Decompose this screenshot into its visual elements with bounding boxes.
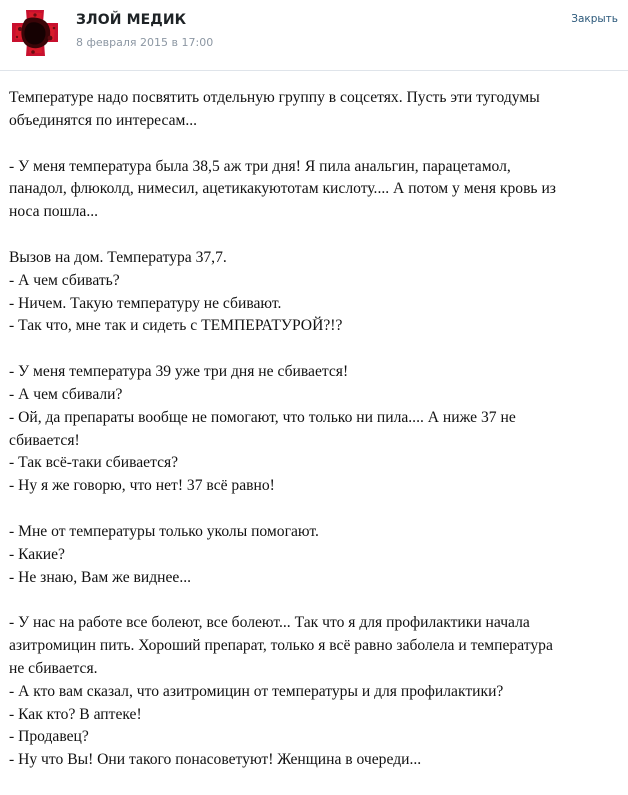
post-text-line: сбивается! [9,431,80,449]
post-text-line: - А чем сбивать? [9,271,120,289]
post-paragraph [9,612,621,772]
post-paragraph [9,361,621,498]
post-text-line: - А чем сбивали? [9,385,123,403]
post-paragraph [9,156,621,224]
post-text-line: носа пошла... [9,203,99,221]
post-text-line: - Ничем. Такую температуру не сбивают. [9,294,282,312]
post-text [9,87,621,795]
post-text-line: Вызов на дом. Температура 37,7. [9,248,227,266]
avatar[interactable] [9,7,61,59]
post-text-line: - Продавец? [9,728,89,746]
post-paragraph [9,87,621,133]
post-header [0,0,628,71]
post-text-line: Температуре надо посвятить отдельную группу в соцсетях. Пусть эти тугодумы [9,89,540,106]
post-paragraph [9,247,621,338]
red-cross-blot-icon [9,7,61,59]
post-text-line: - У меня температура была 38,5 аж три дня! Я пила анальгин, парацетамол, [9,157,511,175]
post-text-line: азитромицин пить. Хороший препарат, только я всё равно заболела и температура [9,637,553,655]
post-text-line: - У нас на работе все болеют, все болеют... Так что я для профилактики начала [9,614,530,632]
post-text-line: панадол, флюколд, нимесил, ацетикакуютотам кислоту.... А потом у меня кровь из [9,180,556,198]
post-text-line: - Ну что Вы! Они такого понасоветуют! Женщина в очереди... [9,751,422,769]
post-text-line: - У меня температура 39 уже три дня не сбивается! [9,363,349,381]
author-name[interactable]: ЗЛОЙ МЕДИК [76,12,187,28]
post-text-line: - Так всё-таки сбивается? [9,454,179,472]
close-button[interactable]: Закрыть [571,13,618,25]
post-text-line: объединятся по интересам... [9,111,198,129]
post-text-line: - А кто вам сказал, что азитромицин от температуры и для профилактики? [9,682,504,700]
post-text-line: - Какие? [9,545,65,563]
post-paragraph [9,521,621,589]
post-text-line: - Мне от температуры только уколы помогают. [9,522,319,540]
post-text-line: - Ну я же говорю, что нет! 37 всё равно! [9,477,275,495]
post-text-line: не сбивается. [9,659,98,677]
post-text-line: - Как кто? В аптеке! [9,705,142,723]
post-text-line: - Так что, мне так и сидеть с ТЕМПЕРАТУРОЙ?!? [9,317,343,335]
post-date[interactable]: 8 февраля 2015 в 17:00 [76,36,214,49]
post-text-line: - Не знаю, Вам же виднее... [9,568,192,586]
post-text-line: - Ой, да препараты вообще не помогают, что только ни пила.... А ниже 37 не [9,408,516,426]
